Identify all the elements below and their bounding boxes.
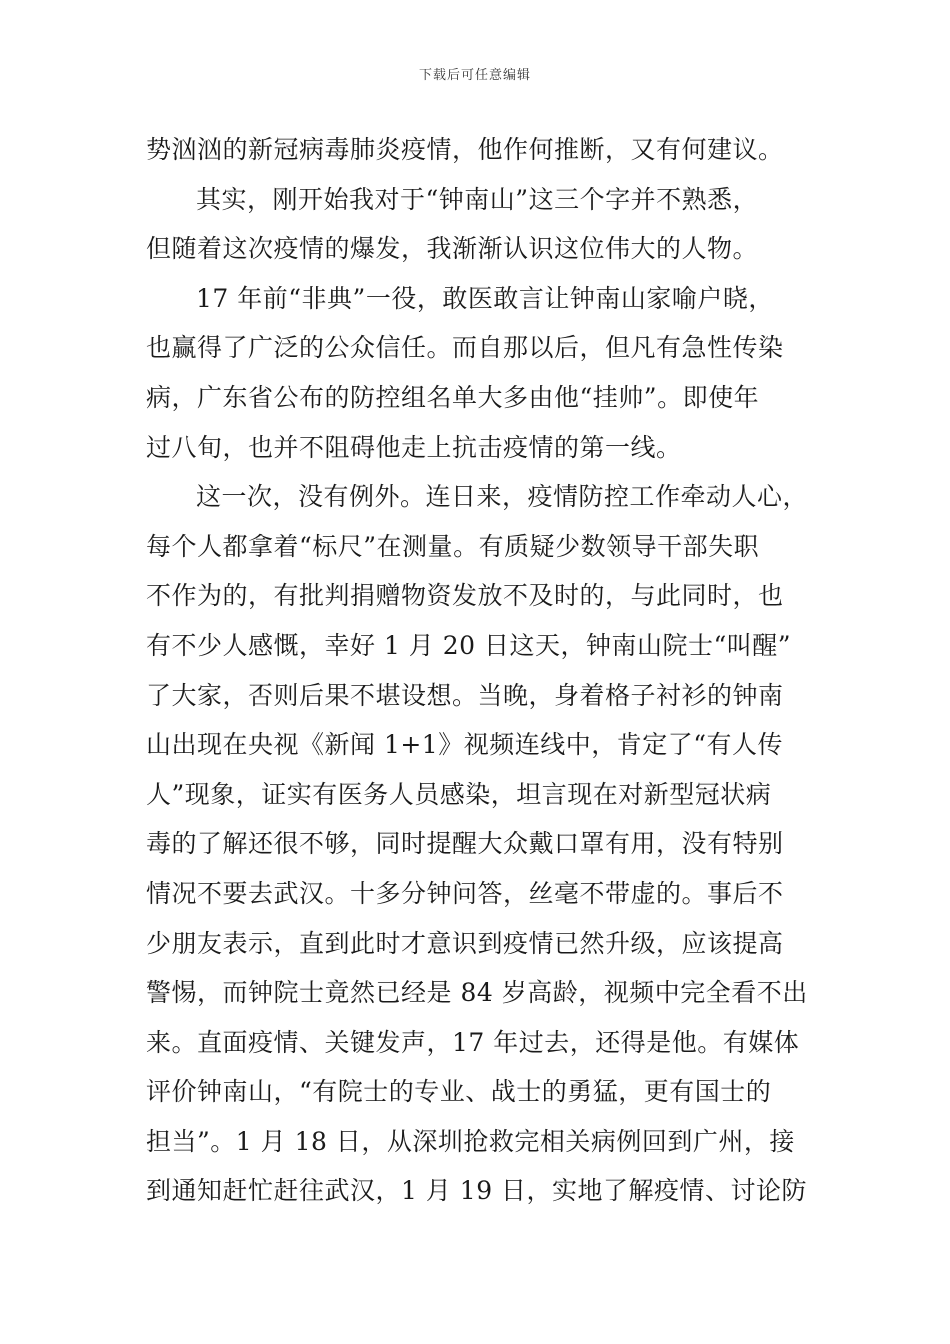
text-line: 毒的了解还很不够，同时提醒大众戴口罩有用，没有特别 bbox=[146, 829, 784, 859]
text-line: 每个人都拿着“标尺”在测量。有质疑少数领导干部失职 bbox=[146, 531, 760, 561]
body-text bbox=[146, 125, 810, 1216]
text-line: 这一次，没有例外。连日来，疫情防控工作牵动人心， bbox=[196, 482, 809, 512]
text-line: 其实，刚开始我对于“钟南山”这三个字并不熟悉， bbox=[196, 184, 759, 214]
text-line: 山出现在央视《新闻 1+1》视频连线中，肯定了“有人传 bbox=[146, 730, 783, 760]
page-header: 下载后可任意编辑 bbox=[418, 68, 531, 83]
text-line: 17 年前“非典”一役，敢医敢言让钟南山家喻户晓， bbox=[196, 283, 774, 313]
text-line: 不作为的，有批判捐赠物资发放不及时的，与此同时，也 bbox=[146, 581, 784, 611]
paragraph-4 bbox=[146, 472, 810, 1216]
paragraph-1 bbox=[146, 125, 810, 175]
text-line: 了大家，否则后果不堪设想。当晚，身着格子衬衫的钟南 bbox=[146, 680, 784, 710]
text-line: 少朋友表示，直到此时才意识到疫情已然升级，应该提高 bbox=[146, 928, 784, 958]
paragraph-2 bbox=[146, 175, 810, 274]
text-line: 病，广东省公布的防控组名单大多由他“挂帅”。即使年 bbox=[146, 382, 760, 412]
text-line: 势汹汹的新冠病毒肺炎疫情，他作何推断，又有何建议。 bbox=[146, 135, 784, 164]
text-line: 但随着这次疫情的爆发，我渐渐认识这位伟大的人物。 bbox=[146, 234, 759, 264]
text-line: 到通知赶忙赶往武汉，1 月 19 日，实地了解疫情、讨论防 bbox=[146, 1176, 808, 1206]
text-line: 情况不要去武汉。十多分钟问答，丝毫不带虚的。事后不 bbox=[146, 878, 784, 908]
text-line: 来。直面疫情、关键发声，17 年过去，还得是他。有媒体 bbox=[146, 1027, 800, 1057]
text-line: 人”现象，证实有医务人员感染，坦言现在对新型冠状病 bbox=[146, 779, 772, 809]
text-line: 有不少人感慨，幸好 1 月 20 日这天，钟南山院士“叫醒” bbox=[146, 630, 792, 660]
text-line: 也赢得了广泛的公众信任。而自那以后，但凡有急性传染 bbox=[146, 333, 784, 363]
text-line: 警惕，而钟院士竟然已经是 84 岁高龄，视频中完全看不出 bbox=[146, 978, 808, 1008]
text-line: 评价钟南山，“有院士的专业、战士的勇猛，更有国士的 bbox=[146, 1077, 772, 1107]
text-line: 过八旬，也并不阻碍他走上抗击疫情的第一线。 bbox=[146, 432, 682, 462]
paragraph-3 bbox=[146, 274, 810, 472]
text-line: 担当”。1 月 18 日，从深圳抢救完相关病例回到广州，接 bbox=[146, 1126, 795, 1156]
